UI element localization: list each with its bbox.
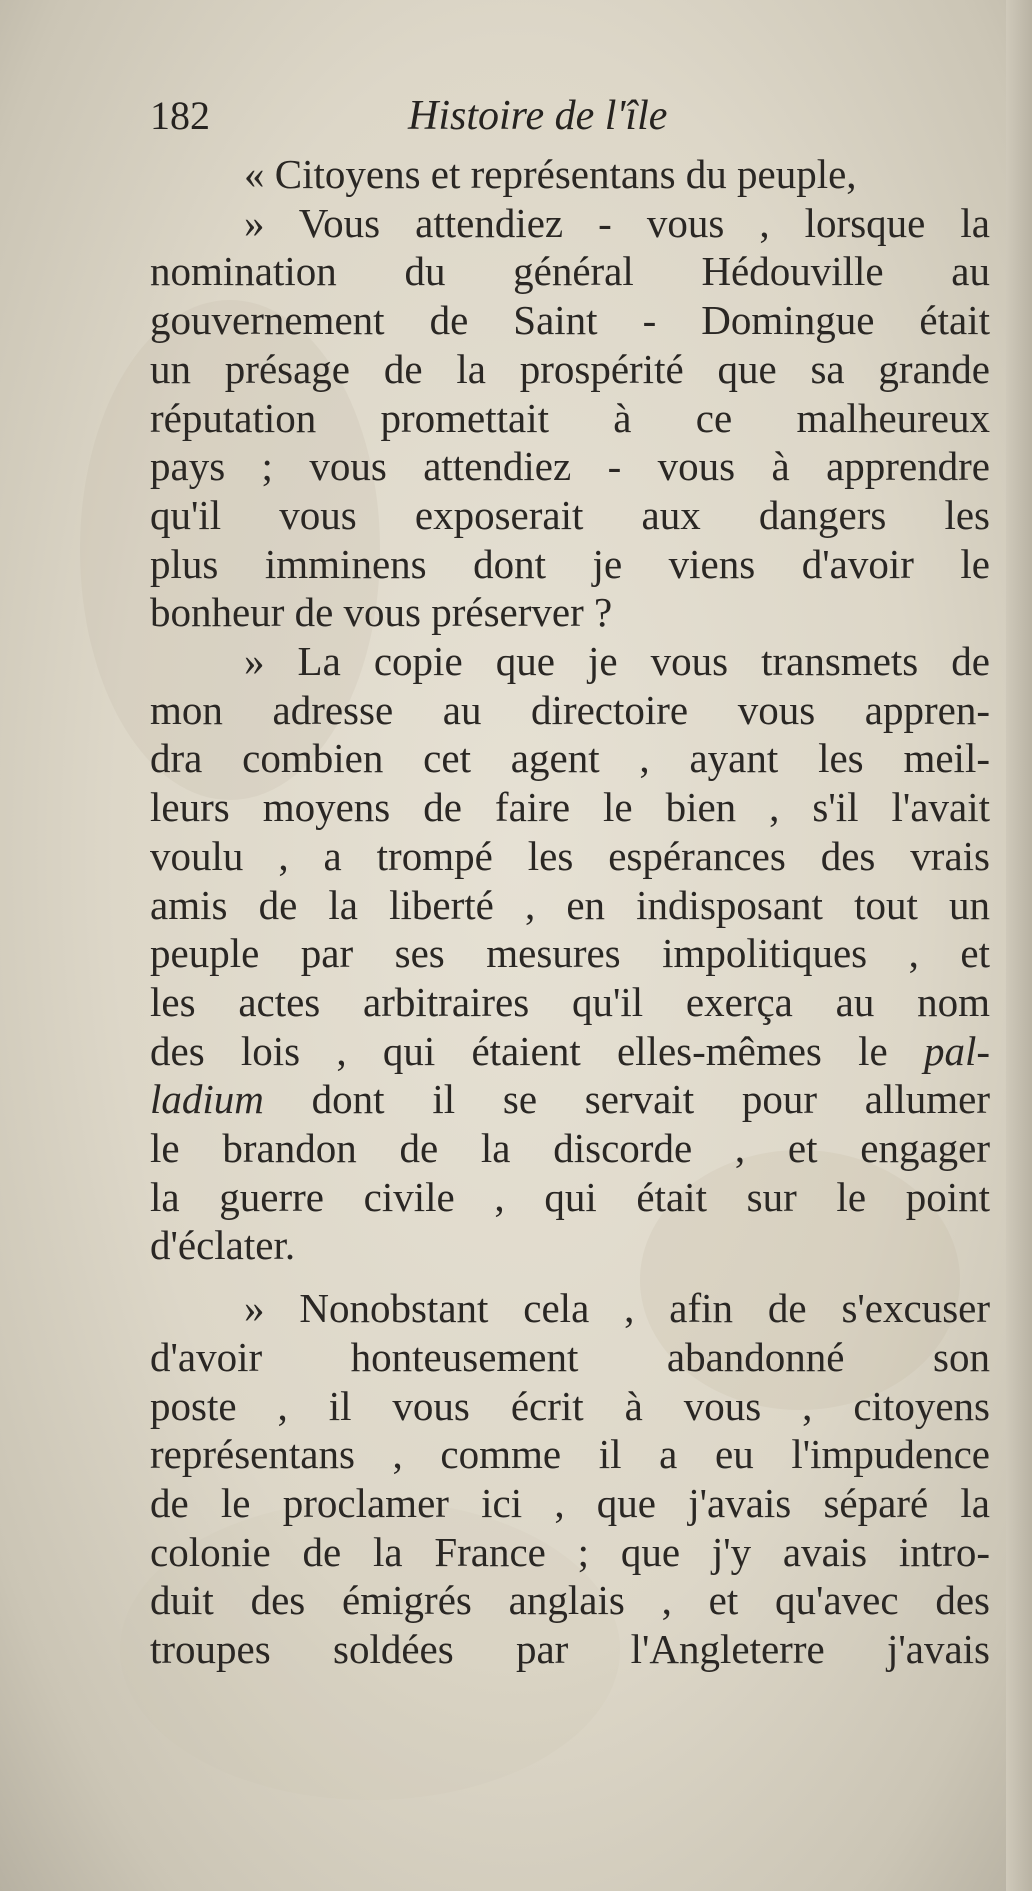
text-line: duit des émigrés anglais , et qu'avec des xyxy=(150,1577,990,1624)
running-title: Histoire de l'île xyxy=(408,93,668,139)
text-line: des lois , qui étaient elles-mêmes le pal- xyxy=(150,1027,990,1074)
text-line: d'éclater. xyxy=(150,1222,296,1269)
page-number: 182 xyxy=(150,93,210,138)
text-line: voulu , a trompé les espérances des vrais xyxy=(150,832,990,879)
text-line: qu'il vous exposerait aux dangers les xyxy=(150,491,990,538)
text-line: leurs moyens de faire le bien , s'il l'avait xyxy=(150,784,990,831)
body-text xyxy=(150,150,990,1674)
text-line: d'avoir honteusement abandonné son xyxy=(150,1333,990,1380)
text-line: les actes arbitraires qu'il exerça au nom xyxy=(150,978,990,1025)
text-line: dra combien cet agent , ayant les meil- xyxy=(150,735,990,782)
text-line: ladium dont il se servait pour allumer xyxy=(150,1076,990,1123)
text-line: réputation promettait à ce malheureux xyxy=(150,394,990,441)
text-line: un présage de la prospérité que sa grande xyxy=(150,345,990,392)
text-line: poste , il vous écrit à vous , citoyens xyxy=(150,1382,990,1429)
text-line: peuple par ses mesures impolitiques , et xyxy=(150,930,990,977)
paragraph xyxy=(150,637,990,1270)
running-header xyxy=(150,92,980,152)
text-line: « Citoyens et représentans du peuple, xyxy=(244,151,857,197)
text-line: bonheur de vous préserver ? xyxy=(150,589,613,636)
text-line: de le proclamer ici , que j'avais séparé la xyxy=(150,1479,990,1526)
text-line: amis de la liberté , en indisposant tout un xyxy=(150,881,990,928)
page-edge xyxy=(1006,0,1032,1891)
text-line: » Vous attendiez - vous , lorsque la xyxy=(244,199,990,246)
text-line: le brandon de la discorde , et engager xyxy=(150,1125,990,1172)
text-line: » La copie que je vous transmets de xyxy=(244,638,990,685)
paragraph xyxy=(150,1284,990,1674)
text-line: représentans , comme il a eu l'impudence xyxy=(150,1431,990,1478)
text-line: mon adresse au directoire vous appren- xyxy=(150,686,990,733)
text-line: » Nonobstant cela , afin de s'excuser xyxy=(244,1285,990,1332)
paragraph xyxy=(150,199,990,637)
text-line: plus imminens dont je viens d'avoir le xyxy=(150,540,990,587)
text-line: pays ; vous attendiez - vous à apprendre xyxy=(150,443,990,490)
text-line: nomination du général Hédouville au xyxy=(150,248,990,295)
text-line: troupes soldées par l'Angleterre j'avais xyxy=(150,1626,990,1673)
text-line: colonie de la France ; que j'y avais intro- xyxy=(150,1528,990,1575)
text-line: la guerre civile , qui était sur le point xyxy=(150,1173,990,1220)
text-line: gouvernement de Saint - Domingue était xyxy=(150,297,990,344)
paragraph xyxy=(150,150,990,199)
